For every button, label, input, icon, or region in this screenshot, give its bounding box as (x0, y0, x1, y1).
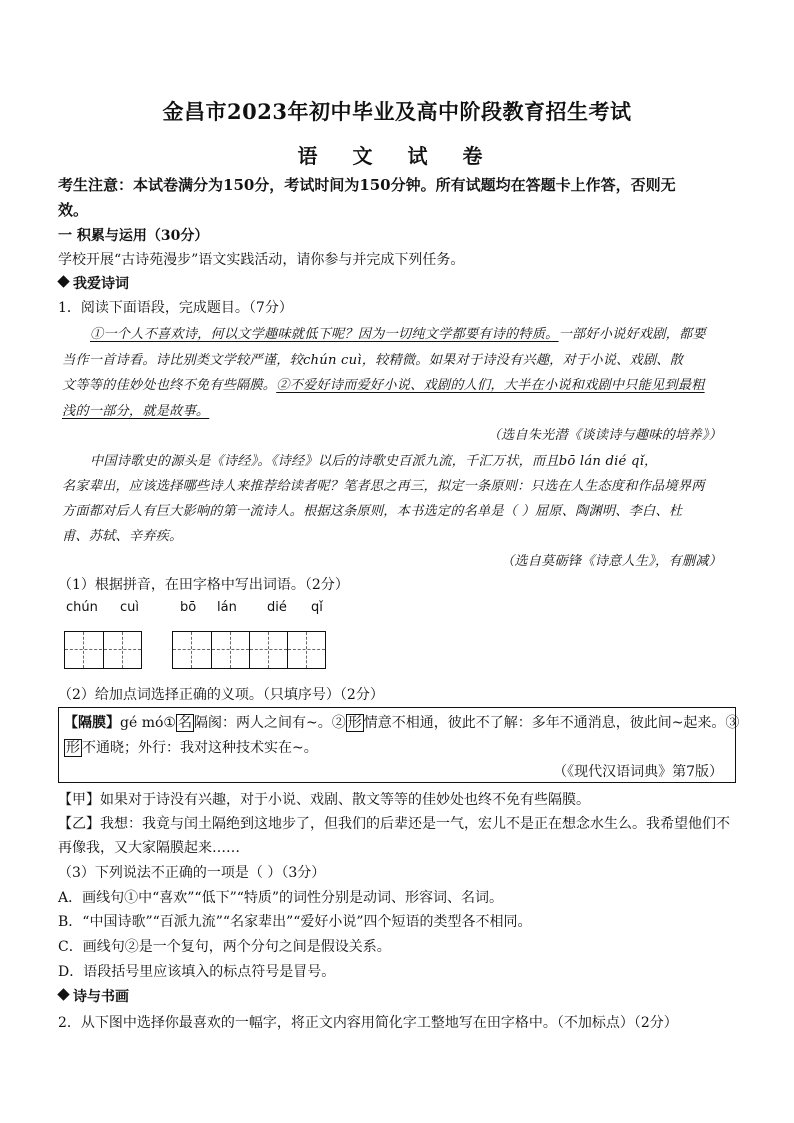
passage-1-source: （选自朱光潜《谈读诗与趣味的培养》） (487, 428, 722, 443)
pos-tag: 名 (177, 715, 192, 731)
question-2-stem: 2．从下图中选择你最喜欢的一幅字，将正文内容用简化字工整地写在田字格中。（不加标点）（2分） (58, 1015, 678, 1031)
diamond-bullet-icon (57, 275, 69, 287)
passage-2-line-3: 方面都对后人有巨大影响的第一流诗人。根据这条原则，本书选定的名单是（ ）屈原、陶渊明、李白、杜 (62, 504, 683, 519)
question-1-2-stem: （2）给加点词选择正确的义项。（只填序号）（2分） (58, 687, 384, 703)
underlined-sentence-2: ②不爱好诗而爱好小说、戏剧的人们，大半在小说和戏剧中只能见到最粗 (276, 378, 705, 393)
subsection-calligraphy: 诗与书画 (58, 986, 129, 1006)
sentence-jia: 【甲】如果对于诗没有兴趣，对于小说、戏剧、散文等等的佳妙处也终不免有些隔膜。 (58, 792, 590, 808)
grid-cell[interactable] (249, 632, 287, 668)
dictionary-source: （《现代汉语词典》第7版） (553, 764, 723, 780)
answer-grid-bolandieqi[interactable] (172, 631, 326, 669)
grid-cell[interactable] (211, 632, 249, 668)
dictionary-line-2: 形 不通晓；外行：我对这种技术实在~。 (66, 740, 318, 756)
passage-2-line-1: 中国诗歌史的源头是《诗经》。《诗经》以后的诗歌史百派九流，千汇万状，而且bō lán dié qǐ， (90, 454, 658, 469)
subsection-poetry: 我爱诗词 (58, 273, 129, 293)
answer-grid-chuncui[interactable] (64, 631, 142, 669)
passage-1-line-1: ①一个人不喜欢诗，何以文学趣味就低下呢？因为一切纯文学都要有诗的特质。一部好小说好戏剧，都要 (90, 327, 706, 342)
pinyin-die: dié (267, 600, 287, 615)
grid-cell[interactable] (173, 632, 211, 668)
pinyin-bo: bō (180, 600, 197, 615)
underlined-sentence-1: ①一个人不喜欢诗，何以文学趣味就低下呢？因为一切纯文学都要有诗的特质。 (90, 327, 559, 342)
grid-cell[interactable] (103, 632, 141, 668)
option-a[interactable]: A．画线句①中“喜欢”“低下”“特质”的词性分别是动词、形容词、名词。 (58, 890, 504, 906)
passage-1-line-2: 当作一首诗看。诗比别类文学较严谨，较chún cuì，较精微。如果对于诗没有兴趣，对于小说、戏剧、散 (62, 353, 684, 368)
notice-line-2: 效。 (58, 201, 89, 219)
exam-title: 金昌市2023年初中毕业及高中阶段教育招生考试 (162, 99, 632, 124)
option-c[interactable]: C．画线句②是一个复句，两个分句之间是假设关系。 (58, 939, 391, 955)
option-d[interactable]: D．语段括号里应该填入的标点符号是冒号。 (58, 964, 336, 980)
dictionary-entry-box (58, 707, 740, 783)
diamond-bullet-icon (57, 988, 69, 1000)
question-1-stem: 1．阅读下面语段，完成题目。（7分） (58, 300, 293, 316)
exam-subtitle: 语 文 试 卷 (297, 144, 497, 168)
passage-1-line-3: 文等等的佳妙处也终不免有些隔膜。②不爱好诗而爱好小说、戏剧的人们，大半在小说和戏剧中只能见到最粗 (62, 378, 705, 393)
grid-cell[interactable] (65, 632, 103, 668)
sentence-yi-line-1: 【乙】我想：我竟与闰土隔绝到这地步了，但我们的后辈还是一气，宏儿不是正在想念水生么。我希望他们不 (58, 816, 730, 832)
section-intro: 学校开展“古诗苑漫步”语文实践活动，请你参与并完成下列任务。 (58, 252, 465, 268)
pinyin-lan: lán (217, 600, 237, 615)
question-1-3-stem: （3）下列说法不正确的一项是（ ）（3分） (58, 865, 326, 881)
passage-1-line-4: 浅的一部分，就是故事。 (62, 404, 210, 419)
grid-cell[interactable] (287, 632, 325, 668)
pinyin-qi: qǐ (311, 600, 323, 615)
passage-2-line-4: 甫、苏轼、辛弃疾。 (62, 529, 183, 544)
dictionary-line-1: 【隔膜】gé mó① 名 隔阂：两人之间有~。② 形 情意不相通，彼此不了解：多年不通消息，彼此间~起来。③ (64, 715, 740, 731)
notice-line-1: 考生注意：本试卷满分为150分，考试时间为150分钟。所有试题均在答题卡上作答，否则无 (58, 176, 676, 194)
passage-2-source: （选自莫砺锋《诗意人生》，有删减） (501, 554, 722, 569)
option-b[interactable]: B．“中国诗歌”“百派九流”“名家辈出”“爱好小说”四个短语的类型各不相同。 (58, 914, 532, 930)
pinyin-chun: chún (66, 600, 98, 615)
section-heading: 一 积累与运用（30分） (58, 228, 209, 244)
pinyin-cui: cuì (120, 600, 139, 615)
question-1-1-stem: （1）根据拼音，在田字格中写出词语。（2分） (58, 577, 349, 593)
pos-tag: 形 (347, 715, 362, 731)
pos-tag: 形 (66, 740, 80, 756)
passage-2-line-2: 名家辈出，应该选择哪些诗人来推荐给读者呢？笔者思之再三，拟定一条原则：只选在人生态度和作品境界两 (62, 479, 705, 494)
sentence-yi-line-2: 再像我，又大家隔膜起来…… (58, 840, 240, 856)
